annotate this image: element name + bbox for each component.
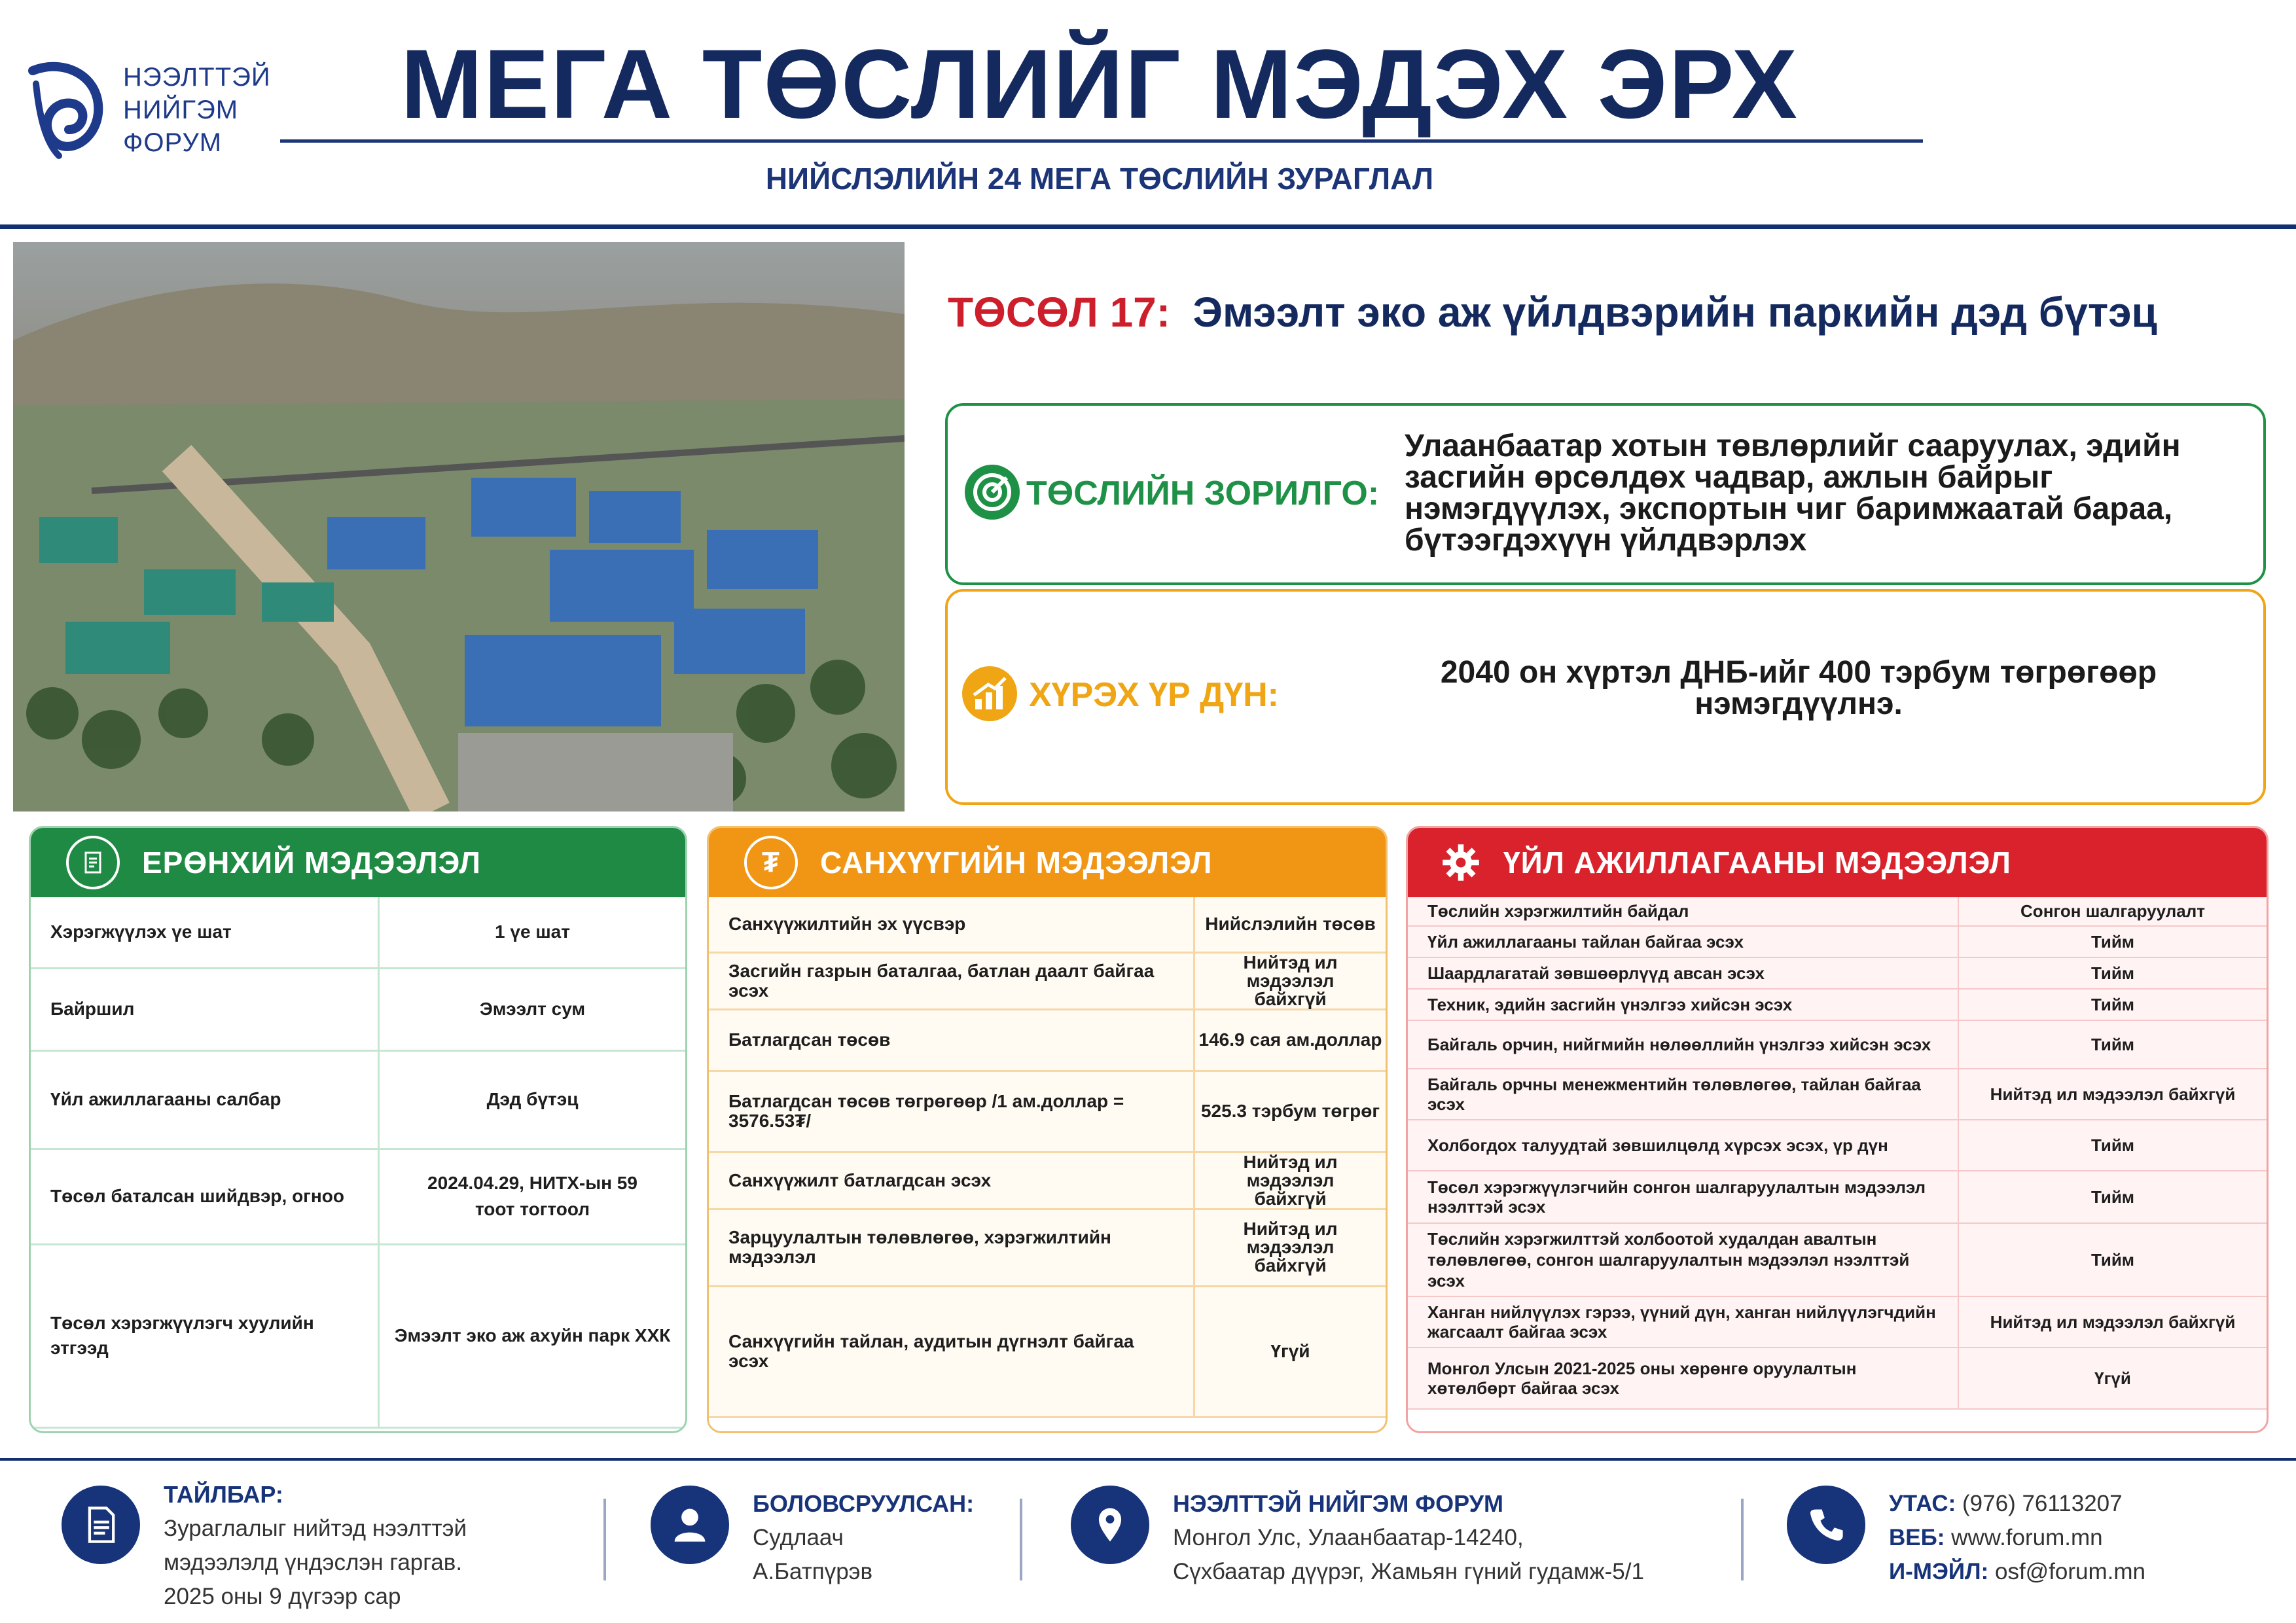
table-row	[1408, 1347, 2267, 1409]
note-line: Зураглалыг нийтэд нээлттэй	[164, 1516, 467, 1541]
header-divider	[0, 224, 2296, 229]
table-row	[31, 1244, 685, 1427]
row-value: Үгүй	[1958, 1347, 2267, 1409]
prepared-heading: БОЛОВСРУУЛСАН:	[753, 1490, 975, 1517]
gear-icon	[1437, 838, 1485, 887]
general-info-header	[31, 828, 685, 897]
finance-info-table	[709, 897, 1386, 1418]
row-label: Хэрэгжүүлэх үе шат	[31, 897, 379, 968]
row-value: Сонгон шалгаруулалт	[1958, 897, 2267, 926]
row-label: Үйл ажиллагааны тайлан байгаа эсэх	[1408, 926, 1958, 957]
phone-number[interactable]: (976) 76113207	[1962, 1491, 2123, 1516]
forum-logo-icon	[26, 58, 105, 162]
note-line: мэдээлэлд үндэслэн гаргав.	[164, 1550, 463, 1575]
row-value: 2024.04.29, НИТХ-ын 59 тоот тогтоол	[379, 1149, 686, 1244]
table-row	[1408, 1069, 2267, 1120]
row-value: Тийм	[1958, 1223, 2267, 1296]
row-value: Тийм	[1958, 989, 2267, 1020]
row-value: Үгүй	[1194, 1286, 1386, 1417]
finance-info-title: САНХҮҮГИЙН МЭДЭЭЛЭЛ	[820, 846, 1213, 880]
table-row	[709, 1152, 1386, 1209]
row-value: Тийм	[1958, 1020, 2267, 1069]
goal-label: ТӨСЛИЙН ЗОРИЛГО:	[1026, 474, 1380, 512]
row-label: Төсөл хэрэгжүүлэгчийн сонгон шалгаруулалтын мэдээлэл нээлттэй эсэх	[1408, 1171, 1958, 1223]
logo-line-1: НЭЭЛТТЭЙ	[123, 63, 271, 92]
email-label: И-МЭЙЛ:	[1889, 1559, 1989, 1584]
table-row	[1408, 926, 2267, 957]
phone-label: УТАС:	[1889, 1491, 1956, 1516]
table-row	[1408, 957, 2267, 989]
row-value: Нийтэд ил мэдээлэл байхгүй	[1194, 952, 1386, 1009]
forum-logo	[26, 58, 271, 162]
table-row	[709, 952, 1386, 1009]
row-value: 525.3 тэрбум төгрөг	[1194, 1071, 1386, 1152]
row-value: Нийслэлийн төсөв	[1194, 897, 1386, 952]
row-label: Байршил	[31, 968, 379, 1050]
footer-separator	[1741, 1499, 1744, 1580]
row-label: Ханган нийлүүлэх гэрээ, үүний дүн, ханган нийлүүлэгчдийн жагсаалт байгаа эсэх	[1408, 1296, 1958, 1347]
logo-line-3: ФОРУМ	[123, 128, 223, 157]
row-value: Тийм	[1958, 1120, 2267, 1171]
prepared-line: А.Батпүрэв	[753, 1559, 873, 1584]
finance-info-header	[709, 828, 1386, 897]
goal-card	[945, 403, 2266, 585]
phone-line	[1889, 1487, 2145, 1521]
row-label: Санхүүгийн тайлан, аудитын дүгнэлт байгаа эсэх	[709, 1286, 1194, 1417]
table-row	[1408, 1223, 2267, 1296]
row-label: Төсөл баталсан шийдвэр, огноо	[31, 1149, 379, 1244]
row-label: Санхүүжилтийн эх үүсвэр	[709, 897, 1194, 952]
goal-text: Улаанбаатар хотын төвлөрлийг сааруулах, эдийн засгийн өрсөлдөх чадвар, ажлын байрыг нэмэгдүүлэх, экспортын чиг баримжаатай бараа, бүтээгдэхүүн үйлдвэрлэх	[1405, 429, 2181, 558]
row-label: Техник, эдийн засгийн үнэлгээ хийсэн эсэх	[1408, 989, 1958, 1020]
row-label: Үйл ажиллагааны салбар	[31, 1050, 379, 1149]
target-icon	[965, 465, 1020, 520]
organization-address: Сүхбаатар дүүрэг, Жамьян гүний гудамж-5/1	[1173, 1559, 1644, 1584]
note-heading: ТАЙЛБАР:	[164, 1481, 283, 1508]
phone-icon	[1787, 1486, 1865, 1564]
location-pin-icon	[1071, 1486, 1149, 1564]
general-info-panel	[29, 826, 687, 1433]
note-document-icon	[62, 1486, 140, 1564]
email-line	[1889, 1555, 2145, 1589]
outcome-label: ХҮРЭХ ҮР ДҮН:	[1029, 676, 1280, 714]
row-label: Байгаль орчин, нийгмийн нөлөөллийн үнэлгээ хийсэн эсэх	[1408, 1020, 1958, 1069]
footer-separator	[1020, 1499, 1022, 1580]
footer-separator	[603, 1499, 606, 1580]
project-heading	[948, 288, 2157, 336]
row-label: Төслийн хэрэгжилтийн байдал	[1408, 897, 1958, 926]
project-number: ТӨСӨЛ 17:	[948, 289, 1171, 336]
row-label: Батлагдсан төсөв	[709, 1009, 1194, 1071]
logo-line-2: НИЙГЭМ	[123, 96, 239, 124]
growth-chart-icon	[962, 666, 1017, 721]
website-link[interactable]: www.forum.mn	[1951, 1525, 2103, 1550]
row-label: Байгаль орчны менежментийн төлөвлөгөө, тайлан байгаа эсэх	[1408, 1069, 1958, 1120]
table-row	[1408, 989, 2267, 1020]
footer-organization	[1071, 1486, 1644, 1589]
row-value: 146.9 сая ам.доллар	[1194, 1009, 1386, 1071]
project-name: Эмээлт эко аж үйлдвэрийн паркийн дэд бүтэц	[1193, 289, 2157, 336]
row-value: Эмээлт сум	[379, 968, 686, 1050]
footer-note	[62, 1481, 467, 1614]
row-value: Нийтэд ил мэдээлэл байхгүй	[1194, 1152, 1386, 1209]
outcome-text: 2040 он хүртэл ДНБ-ийг 400 тэрбум төгрөгөөр нэмэгдүүлнэ.	[1440, 655, 2157, 721]
table-row	[31, 897, 685, 968]
row-value: Тийм	[1958, 957, 2267, 989]
table-row	[709, 1009, 1386, 1071]
row-label: Батлагдсан төсөв төгрөгөөр /1 ам.доллар = 3576.53₮/	[709, 1071, 1194, 1152]
person-icon	[651, 1486, 729, 1564]
finance-info-panel	[707, 826, 1388, 1433]
operations-info-panel	[1406, 826, 2269, 1433]
table-row	[1408, 1020, 2267, 1069]
table-row	[1408, 897, 2267, 926]
prepared-line: Судлаач	[753, 1525, 844, 1550]
web-line	[1889, 1521, 2145, 1555]
table-row	[709, 1286, 1386, 1417]
row-label: Төсөл хэрэгжүүлэгч хуулийн этгээд	[31, 1244, 379, 1427]
table-row	[31, 1050, 685, 1149]
general-info-table	[31, 897, 685, 1429]
table-row	[1408, 1296, 2267, 1347]
footer-contact	[1787, 1486, 2145, 1589]
web-label: ВЕБ:	[1889, 1525, 1945, 1550]
row-label: Төслийн хэрэгжилттэй холбоотой худалдан авалтын төлөвлөгөө, сонгон шалгаруулалтын мэдээлэл нээлттэй эсэх	[1408, 1223, 1958, 1296]
footer-divider	[0, 1458, 2296, 1461]
table-row	[31, 1149, 685, 1244]
footer-prepared	[651, 1486, 974, 1589]
title-rule	[280, 139, 1923, 143]
page-subtitle: НИЙСЛЭЛИЙН 24 МЕГА ТӨСЛИЙН ЗУРАГЛАЛ	[765, 162, 1434, 196]
tugrik-currency-icon: ₮	[744, 836, 798, 889]
row-value: Дэд бүтэц	[379, 1050, 686, 1149]
row-value: Эмээлт эко аж ахуйн парк ХХК	[379, 1244, 686, 1427]
email-link[interactable]: osf@forum.mn	[1994, 1559, 2146, 1584]
row-label: Холбогдох талуудтай зөвшилцөлд хүрсэх эсэх, үр дүн	[1408, 1120, 1958, 1171]
table-row	[1408, 1120, 2267, 1171]
row-value: Нийтэд ил мэдээлэл байхгүй	[1958, 1296, 2267, 1347]
note-line: 2025 оны 9 дүгээр сар	[164, 1584, 401, 1609]
organization-heading: НЭЭЛТТЭЙ НИЙГЭМ ФОРУМ	[1173, 1490, 1503, 1517]
row-value: Нийтэд ил мэдээлэл байхгүй	[1194, 1209, 1386, 1286]
operations-info-table	[1408, 897, 2267, 1410]
row-label: Монгол Улсын 2021-2025 оны хөрөнгө оруулалтын хөтөлбөрт байгаа эсэх	[1408, 1347, 1958, 1409]
row-label: Зарцуулалтын төлөвлөгөө, хэрэгжилтийн мэдээлэл	[709, 1209, 1194, 1286]
general-info-title: ЕРӨНХИЙ МЭДЭЭЛЭЛ	[142, 846, 481, 880]
table-row	[31, 968, 685, 1050]
document-icon	[66, 836, 120, 889]
project-aerial-image	[13, 242, 905, 812]
row-label: Шаардлагатай зөвшөөрлүүд авсан эсэх	[1408, 957, 1958, 989]
operations-info-header	[1408, 828, 2267, 897]
row-value: 1 үе шат	[379, 897, 686, 968]
table-row	[709, 1071, 1386, 1152]
row-value: Тийм	[1958, 926, 2267, 957]
page-title: МЕГА ТӨСЛИЙГ МЭДЭХ ЭРХ	[401, 29, 1799, 139]
row-value: Нийтэд ил мэдээлэл байхгүй	[1958, 1069, 2267, 1120]
organization-address: Монгол Улс, Улаанбаатар-14240,	[1173, 1525, 1524, 1550]
table-row	[1408, 1171, 2267, 1223]
table-row	[709, 1209, 1386, 1286]
outcome-card	[945, 589, 2266, 805]
row-label: Санхүүжилт батлагдсан эсэх	[709, 1152, 1194, 1209]
row-value: Тийм	[1958, 1171, 2267, 1223]
table-row	[709, 897, 1386, 952]
operations-info-title: ҮЙЛ АЖИЛЛАГААНЫ МЭДЭЭЛЭЛ	[1503, 846, 2011, 880]
row-label: Засгийн газрын баталгаа, батлан даалт байгаа эсэх	[709, 952, 1194, 1009]
